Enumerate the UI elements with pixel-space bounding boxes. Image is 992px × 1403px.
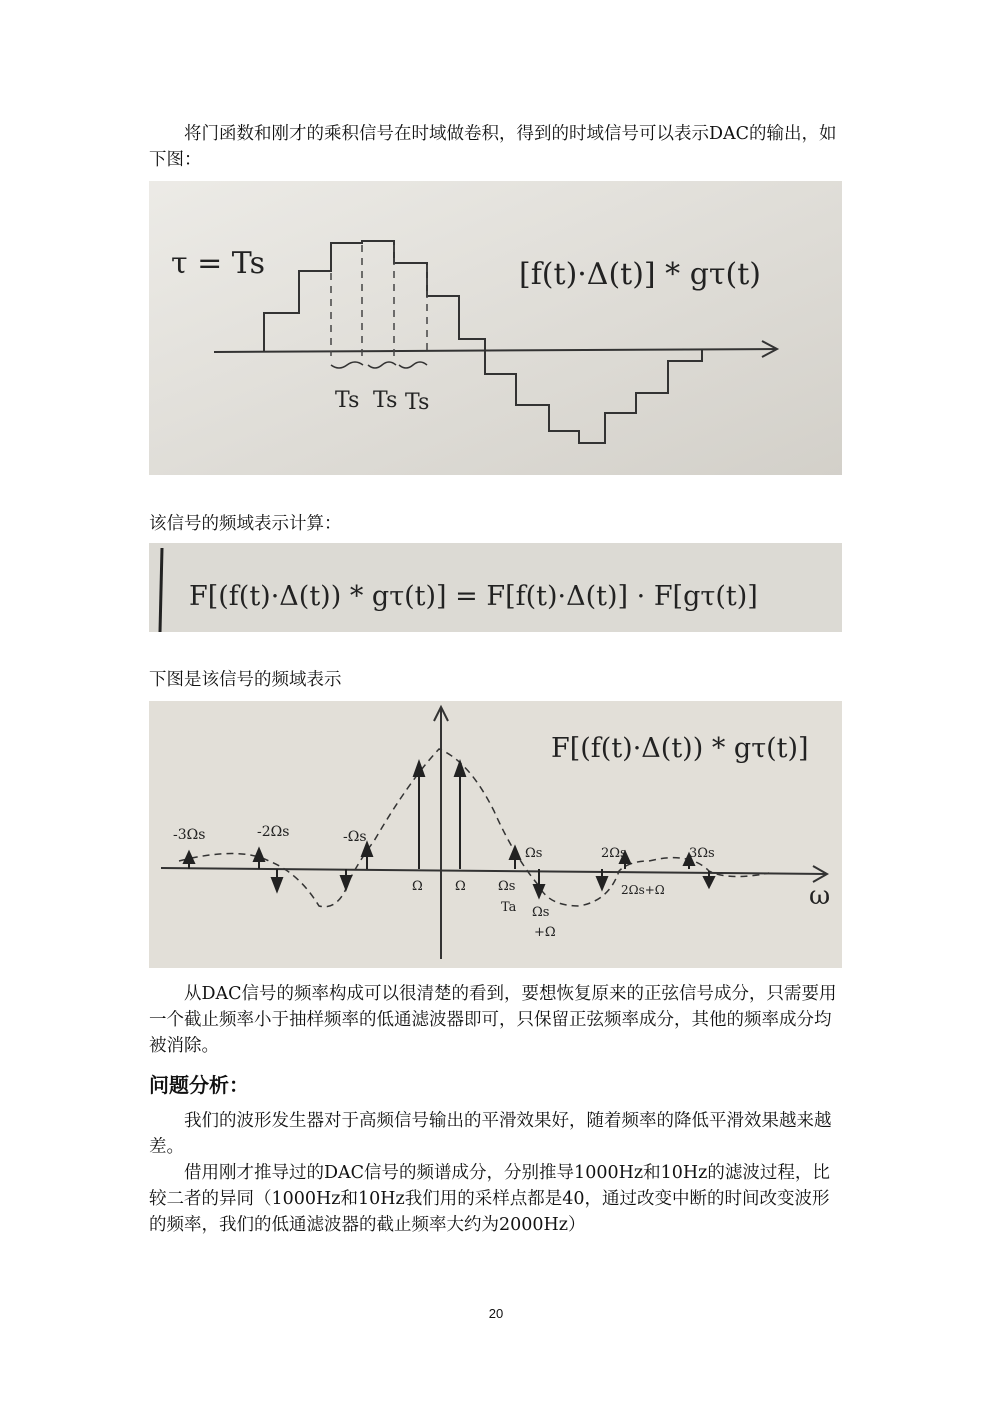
label-2-omega-s: 2Ωs [601,846,627,861]
fourier-formula: F[(f(t)·Δ(t)) * gτ(t)] = F[f(t)·Δ(t)] · F[gτ(t)] [189,581,758,612]
label-omega-axis: ω [809,881,831,911]
paragraph-dac-frequency-analysis: 从DAC信号的频率构成可以很清楚的看到，要想恢复原来的正弦信号成分，只需要用一个截止频率小于抽样频率的低通滤波器即可，只保留正弦频率成分，其他的频率成分均被消除。 [149,984,837,1056]
tau-equals-ts-label: τ = Ts [171,246,266,281]
page-number: 20 [488,1306,504,1321]
label-2-omega-s-plus-omega: 2Ωs+Ω [621,883,665,897]
label-omega-right: Ω [455,879,466,894]
ts-label-1: Ts [335,388,360,413]
paragraph-filter-derivation: 借用刚才推导过的DAC信号的频谱成分，分别推导1000Hz和10Hz的滤波过程，比较二者的异同（1000Hz和10Hz我们用的采样点都是40，通过改变中断的时间改变波形的频率，我们的低通滤波器的截止频率大约为2000Hz） [149,1163,830,1235]
frequency-formula-photo [149,543,842,632]
paragraph-frequency-figure-intro: 下图是该信号的频域表示 [149,670,342,690]
label-small-t: Ta [501,900,517,915]
label-neg3-omega-s: -3Ωs [173,827,206,843]
label-neg2-omega-s: -2Ωs [257,824,290,840]
section-heading-problem-analysis: 问题分析： [149,1073,249,1097]
ts-label-2: Ts [373,388,398,413]
paragraph-smoothing-effect: 我们的波形发生器对于高频信号输出的平滑效果好，随着频率的降低平滑效果越来越差。 [149,1111,832,1157]
label-omega-left: Ω [412,879,423,894]
paragraph-frequency-calc: 该信号的频域表示计算： [149,514,342,534]
label-plus-omega: +Ω [534,925,556,940]
spectrum-formula: F[(f(t)·Δ(t)) * gτ(t)] [551,733,809,764]
spectrum-photo [149,701,842,968]
paragraph-dac-output: 将门函数和刚才的乘积信号在时域做卷积，得到的时域信号可以表示DAC的输出，如下图： [149,124,837,170]
ts-label-3: Ts [405,390,430,415]
convolution-formula: [f(t)·Δ(t)] * gτ(t) [519,257,761,292]
label-omega-s-c: Ωs [532,905,550,920]
label-omega-s-b: Ωs [498,879,516,894]
label-3-omega-s: 3Ωs [689,846,715,861]
label-omega-s: Ωs [525,846,543,861]
label-neg1-omega-s: -Ωs [343,829,367,845]
dac-output-photo [149,181,842,475]
